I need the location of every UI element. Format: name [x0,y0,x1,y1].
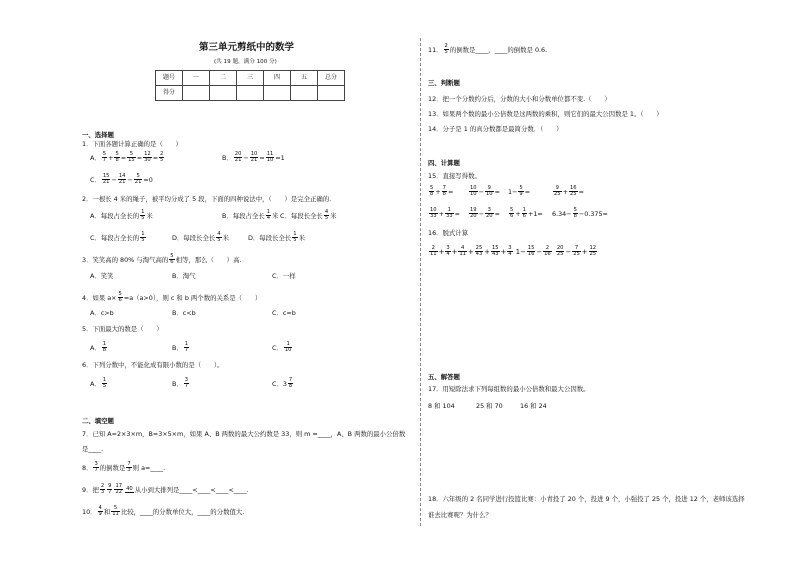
q2-option-d1: C．每段占全长的 $\frac{1}{5}$ [90,231,145,244]
q15-item: $\frac{10}{33}$ + $\frac{1}{33}$ = [430,207,460,220]
q3-stem: 3．笑笑高的 80% 与淘气高的 $\frac{5}{6}$ 相等，那么（ ）高. [82,253,242,266]
score-cell[interactable] [183,86,210,101]
q15-item: $\frac{10}{10}$ − $\frac{9}{10}$ = [470,185,500,198]
score-header: 四 [264,71,291,86]
q2-option-a: A．每段占全长的 $\frac{1}{5}$ 米 [90,209,153,222]
q15-item: 1− $\frac{5}{9}$ = [508,185,531,198]
q3-option-c: C．一样 [272,272,296,280]
q15-item: $\frac{5}{6}$ + $\frac{1}{6}$ +1= [510,207,543,220]
q6-stem: 6．下列分数中，不能化成有限小数的是（ ）。 [82,361,224,369]
score-header: 一 [183,71,210,86]
q10: 10． $\frac{4}{9}$ 和 $\frac{5}{11}$ 比较，____的分数单位大，____的分数值大. [82,505,245,518]
q16-expression: $\frac{2}{11}$ + $\frac{3}{4}$ + $\frac{4}{11}$ + $\frac{25}{43}$ + $\frac{15}{43}$ + $\frac{3}{4}$ 1− $\frac{15}{16}$ − $\frac{2}{16}$ $\frac{20}{25}$ − $\frac{7}{25}$ + $\frac{12}{25}$ [430,245,597,258]
score-cell[interactable] [237,86,264,101]
q15-item: $\frac{9}{25}$ + $\frac{16}{25}$ = [554,185,584,198]
q13: 13．如果两个数的最小公倍数是这两数的乘积，则它们的最大公因数是 1。（ ） [428,110,663,118]
q2-option-c: C．每段长全长 $\frac{4}{5}$ 米 [280,209,337,222]
q4-stem: 4．如果 a× $\frac{5}{6}$ =a（a>0），则 c 和 b 两个数的关系是（ ） [82,291,262,304]
page-title: 第三单元剪纸中的数学 [199,42,295,53]
q15-item: $\frac{5}{8}$ + $\frac{7}{8}$ = [430,185,454,198]
q15-item: $\frac{19}{20}$ − $\frac{3}{20}$ = [470,207,500,220]
score-cell[interactable] [264,86,291,101]
q5-stem: 5．下面最大的数是（ ） [82,325,163,333]
q15-stem: 15．直接写得数。 [428,172,481,180]
q6-option-a: A． $\frac{1}{5}$ [90,377,107,390]
q2-option-d2: D．每段长全长 $\frac{4}{5}$ 米 [172,231,229,244]
q5-option-c: C． $\frac{1}{10}$ [272,341,292,354]
q4-option-c: C．c=b [272,309,296,317]
q12: 12．把一个分数约分后，分数的大小和分数单位都不变.（ ） [428,95,611,103]
q1-option-c: C． $\frac{15}{21}$ − $\frac{14}{21}$ − $\frac{5}{21}$ =0 [90,173,153,186]
q17-group: 8 和 104 [428,402,455,410]
score-row-label: 得分 [156,86,183,101]
q2-option-d3: D．每段长全长 $\frac{1}{5}$ 米 [248,231,305,244]
score-header: 五 [291,71,318,86]
q1-option-a: A． $\frac{5}{7}$ + $\frac{5}{8}$ = $\frac{5}{15}$ = $\frac{12}{30}$ = $\frac{2}{5}$ [90,151,164,164]
page-subtitle: (共 19 题，满分 100 分) [214,59,277,65]
q2-stem: 2．一根长 4 米的绳子，被平均分成了 5 段，下面的四种说法中，（ ）是完全正确的. [82,195,332,203]
section-heading: 四、计算题 [428,159,460,167]
score-header: 三 [237,71,264,86]
q4-option-a: A．c>b [90,309,114,317]
q16-stem: 16．脱式计算 [428,229,469,237]
q2-option-b: B．每段占全长 $\frac{1}{4}$ 米 [222,209,279,222]
score-cell[interactable] [318,86,345,101]
q4-option-b: B．c<b [172,309,196,317]
section-heading: 五、解答题 [428,373,460,381]
q7-line1: 7．已知 A=2×3×m，B=3×5×m，如果 A、B 两数的最大公约数是 33，则 m =____，A、B 两数的最小公倍数 [82,430,406,438]
q9: 9．把 $\frac{2}{3}$ $\frac{9}{7}$ $\frac{17}{22}$ 40 从小到大排列是____<____<____<____. [82,483,249,496]
score-table-header-row [156,71,345,86]
q17-group: 25 和 70 [476,402,503,410]
q3-option-a: A．笑笑 [90,272,114,280]
q6-option-b: B． $\frac{3}{7}$ [172,377,189,390]
q18-line2: 谁去比赛呢？为什么？ [428,511,492,519]
score-header: 总分 [318,71,345,86]
q18-line1: 18．六年级的 2 名同学进行投篮比赛：小青投了 20 个，投进 9 个，小强投了 25 个，投进 12 个，老师该选择 [428,495,745,503]
q14: 14．分子是 1 的真分数都是最简分数．（ ） [428,125,563,133]
q5-option-a: A． $\frac{1}{8}$ [90,341,107,354]
section-heading: 三、判断题 [428,79,460,87]
score-table-score-row [156,86,345,101]
score-header: 二 [210,71,237,86]
q1-stem: 1．下面各题计算正确的是（ ） [82,140,182,148]
section-heading: 一、选择题 [82,131,114,139]
section-heading: 二、填空题 [82,417,114,425]
q7-line2: 是____. [82,445,104,453]
score-header: 题号 [156,71,183,86]
q8: 8． $\frac{3}{7}$ 的倒数是 $\frac{7}{3}$ 则 a=____. [82,461,166,474]
q11: 11． $\frac{2}{5}$ 的倒数是____，____的倒数是 0.6. [428,43,548,56]
score-cell[interactable] [291,86,318,101]
score-cell[interactable] [210,86,237,101]
q3-option-b: B．淘气 [172,272,196,280]
q5-option-b: B． $\frac{1}{7}$ [172,341,189,354]
q6-option-c: C．3 $\frac{7}{8}$ [272,377,293,390]
q17-stem: 17．用短除法求下列每组数的最小公倍数和最大公因数。 [428,385,590,393]
q1-option-b: B． $\frac{20}{21}$ − $\frac{10}{21}$ = $\frac{11}{10}$ =1 [222,151,285,164]
q15-item: 6.34− $\frac{5}{8}$ −0.375= [552,207,608,220]
q17-group: 16 和 24 [520,402,547,410]
column-divider [420,38,421,526]
score-table [155,70,345,101]
